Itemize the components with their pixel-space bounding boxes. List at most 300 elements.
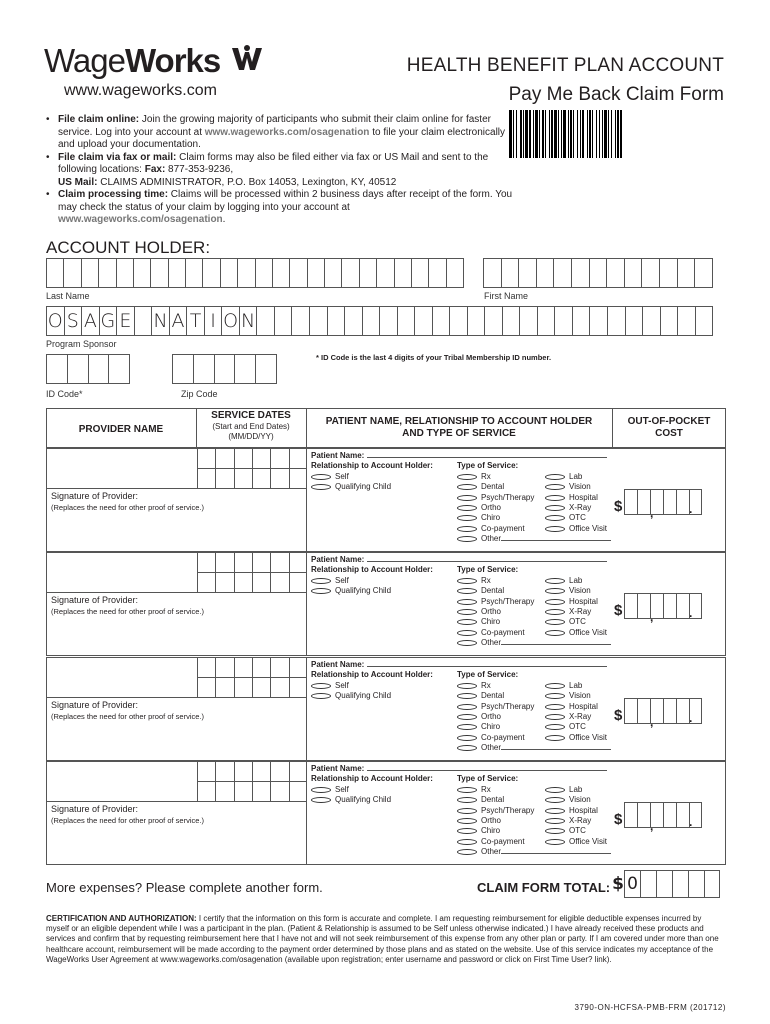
radio-oval-icon (311, 588, 331, 594)
radio-oval-icon (457, 474, 477, 480)
date-cell (215, 553, 233, 573)
patient-name-field[interactable] (367, 561, 607, 562)
service-type-option[interactable] (545, 691, 607, 701)
relationship-label: Relationship to Account Holder: (311, 565, 433, 575)
radio-oval-icon (457, 808, 477, 814)
service-type-option[interactable] (457, 847, 611, 857)
char-box (237, 258, 254, 288)
amount-cell (689, 802, 702, 828)
other-field[interactable] (501, 853, 611, 854)
amount-cell (637, 489, 654, 520)
service-type-option[interactable] (545, 493, 607, 503)
service-type-option[interactable] (545, 785, 607, 795)
char-box: N (151, 306, 169, 336)
service-type-option[interactable] (545, 681, 607, 691)
date-cell (215, 658, 233, 678)
patient-name-label: Patient Name: (311, 451, 367, 460)
provider-cell (47, 658, 307, 760)
char-box (606, 258, 624, 288)
service-type-option-label: Office Visit (569, 627, 607, 637)
service-type-option[interactable] (545, 795, 607, 805)
char-box (537, 306, 555, 336)
provider-name-field[interactable] (47, 449, 197, 489)
date-cell (252, 678, 270, 698)
website-url: www.wageworks.com (64, 82, 217, 99)
out-of-pocket-field[interactable] (614, 698, 702, 729)
date-cell (289, 469, 307, 489)
barcode-bar (622, 110, 625, 158)
relationship-option-label: Qualifying Child (335, 586, 392, 596)
instruction-fax-title: File claim via fax or mail: (58, 151, 177, 163)
date-cell (289, 678, 307, 698)
char-box (344, 306, 362, 336)
radio-oval-icon (457, 683, 477, 689)
relationship-label: Relationship to Account Holder: (311, 670, 433, 680)
radio-oval-icon (545, 839, 565, 845)
wageworks-logo (44, 44, 264, 77)
patient-name-field[interactable] (367, 457, 607, 458)
service-type-option-label: X-Ray (569, 816, 592, 826)
char-box (694, 258, 713, 288)
service-type-option-label: Lab (569, 575, 583, 585)
thousands-separator: , (650, 819, 654, 833)
oop-header-line-2: COST (655, 428, 683, 439)
service-type-option-label: Dental (481, 795, 505, 805)
logo-word-wage: Wage (44, 42, 125, 79)
provider-signature[interactable] (51, 595, 204, 617)
instruction-online-text: Join the growing majority of participants who submit their claim online for faster service. Log into your account at (58, 114, 491, 138)
date-cell (270, 449, 288, 469)
date-cell (270, 658, 288, 678)
char-box (98, 258, 115, 288)
service-type-option-label: OTC (569, 722, 586, 732)
radio-oval-icon (457, 630, 477, 636)
date-cell (197, 762, 215, 782)
date-cell (234, 573, 252, 593)
claim-total-label: CLAIM FORM TOTAL: (477, 880, 611, 895)
other-field[interactable] (501, 540, 611, 541)
radio-oval-icon (457, 484, 477, 490)
instruction-online (46, 114, 516, 152)
service-dates-field[interactable] (197, 762, 307, 802)
radio-oval-icon (311, 578, 331, 584)
total-dollar-sign: $ (612, 874, 624, 894)
char-box (172, 354, 193, 384)
char-box (272, 258, 289, 288)
service-type-option[interactable] (545, 702, 607, 712)
char-box (359, 258, 376, 288)
amount-cell (663, 489, 676, 515)
amount-cell (663, 698, 676, 724)
date-cell (197, 469, 215, 489)
out-of-pocket-field[interactable] (614, 802, 702, 833)
char-box (677, 258, 695, 288)
radio-oval-icon (457, 619, 477, 625)
char-box (502, 306, 520, 336)
char-box (214, 354, 235, 384)
instruction-processing-title: Claim processing time: (58, 189, 169, 200)
amount-cell (676, 593, 693, 620)
service-type-option[interactable] (545, 597, 607, 607)
oop-header-line-1: OUT-OF-POCKET (627, 416, 711, 427)
dollar-sign: $ (614, 498, 623, 515)
account-holder-heading: ACCOUNT HOLDER: (46, 238, 211, 257)
service-type-option-label: Office Visit (569, 732, 607, 742)
service-type-option-label: OTC (569, 513, 586, 523)
decimal-point: . (689, 711, 693, 725)
date-cell (234, 449, 252, 469)
provider-signature[interactable] (51, 804, 204, 826)
date-cell (289, 762, 307, 782)
service-type-option-label: Psych/Therapy (481, 492, 535, 502)
radio-oval-icon (457, 599, 477, 605)
provider-signature[interactable] (51, 700, 204, 722)
service-type-option[interactable] (545, 482, 607, 492)
date-cell (252, 553, 270, 573)
amount-cell (624, 489, 637, 515)
service-type-option-label: Psych/Therapy (481, 596, 535, 606)
char-box (88, 354, 109, 384)
provider-name-header: PROVIDER NAME (78, 424, 164, 435)
amount-cell (624, 802, 637, 828)
radio-oval-icon (545, 735, 565, 741)
total-cell-4 (672, 870, 688, 898)
service-type-option[interactable] (457, 534, 611, 544)
radio-oval-icon (311, 787, 331, 793)
amount-cell (624, 698, 637, 724)
id-code-label: ID Code* (46, 389, 83, 399)
service-type-option-label: Chiro (481, 826, 501, 836)
radio-oval-icon (545, 515, 565, 521)
provider-name-field[interactable] (47, 658, 197, 698)
first-name-field[interactable] (483, 258, 713, 288)
provider-name-field[interactable] (47, 762, 197, 802)
service-dates-field[interactable] (197, 553, 307, 593)
service-type-option-label: X-Ray (569, 712, 592, 722)
service-type-option-label: Chiro (481, 513, 501, 523)
char-box (394, 258, 411, 288)
date-cell (197, 782, 215, 802)
char-box (63, 258, 80, 288)
service-type-option-label: Office Visit (569, 523, 607, 533)
service-type-option-label: Vision (569, 795, 591, 805)
out-of-pocket-field[interactable] (614, 489, 702, 520)
service-type-option[interactable] (545, 586, 607, 596)
service-type-option[interactable] (545, 524, 607, 534)
patient-name-field[interactable] (367, 666, 607, 667)
claim-total-field[interactable] (612, 870, 720, 898)
barcode (509, 110, 724, 158)
logo-word-works: Works (124, 42, 221, 79)
radio-oval-icon (457, 714, 477, 720)
instruction-fax-text: Claim forms may also be filed either via fax or US Mail and sent to the following locations: (58, 151, 489, 175)
amount-cell (650, 489, 663, 515)
relationship-option-label: Self (335, 680, 349, 690)
amount-cell (689, 698, 702, 724)
service-type-col-2 (545, 785, 607, 847)
date-cell (270, 678, 288, 698)
amount-cell (663, 593, 676, 619)
char-box: A (81, 306, 99, 336)
service-type-option-label: Co-payment (481, 627, 525, 637)
radio-oval-icon (457, 609, 477, 615)
char-box (234, 354, 255, 384)
relationship-option-label: Qualifying Child (335, 795, 392, 805)
service-type-option-label: Vision (569, 691, 591, 701)
mail-address: CLAIMS ADMINISTRATOR, P.O. Box 14053, Lexington, KY, 40512 (97, 176, 397, 188)
char-box (168, 258, 185, 288)
service-type-option[interactable] (545, 628, 607, 638)
char-box: I (204, 306, 222, 336)
date-cell (215, 469, 233, 489)
radio-oval-icon (311, 693, 331, 699)
amount-cell (624, 593, 637, 619)
date-cell (252, 762, 270, 782)
radio-oval-icon (457, 693, 477, 699)
service-type-option-label: OTC (569, 617, 586, 627)
relationship-label: Relationship to Account Holder: (311, 461, 433, 471)
char-box (289, 258, 306, 288)
char-box (660, 306, 678, 336)
amount-cell (650, 698, 663, 724)
char-box (134, 306, 152, 336)
service-type-option[interactable] (545, 712, 607, 722)
osagenation-link[interactable]: www.wageworks.com/osagenation (204, 126, 370, 138)
instruction-online-title: File claim online: (58, 114, 140, 125)
amount-cell (650, 593, 663, 619)
char-box (327, 306, 345, 336)
total-cell-1: 0 (624, 870, 640, 898)
date-cell (252, 658, 270, 678)
service-type-option[interactable] (457, 743, 611, 753)
char-box (150, 258, 167, 288)
date-cell (197, 658, 215, 678)
amount-cell (676, 698, 693, 725)
radio-oval-icon (457, 704, 477, 710)
other-field[interactable] (501, 644, 611, 645)
char-box (536, 258, 554, 288)
char-box (185, 258, 202, 288)
char-box (324, 258, 341, 288)
total-cell-6 (704, 870, 720, 898)
provider-cell (47, 553, 307, 655)
certification-title: CERTIFICATION AND AUTHORIZATION: (46, 914, 197, 923)
signature-label: Signature of Provider: (51, 804, 139, 814)
amount-cells (624, 698, 702, 729)
amount-cell (663, 802, 676, 828)
date-cell (234, 553, 252, 573)
radio-oval-icon (311, 474, 331, 480)
date-cell (270, 762, 288, 782)
char-box (428, 258, 445, 288)
claim-row (46, 552, 726, 656)
service-type-label: Type of Service: (457, 774, 519, 784)
char-box (341, 258, 358, 288)
service-dates-field[interactable] (197, 449, 307, 489)
relationship-option-label: Self (335, 471, 349, 481)
service-type-option[interactable] (545, 826, 607, 836)
radio-oval-icon (545, 619, 565, 625)
service-type-option-label: X-Ray (569, 607, 592, 617)
service-type-col-2 (545, 681, 607, 743)
service-type-option-label: Lab (569, 680, 583, 690)
char-box (625, 306, 643, 336)
service-type-col-2 (545, 576, 607, 638)
amount-cell (689, 593, 702, 619)
provider-name-field[interactable] (47, 553, 197, 593)
char-box (659, 258, 677, 288)
signature-label: Signature of Provider: (51, 491, 139, 501)
char-box (695, 306, 714, 336)
service-type-label: Type of Service: (457, 461, 519, 471)
service-type-option-label: Lab (569, 784, 583, 794)
radio-oval-icon (457, 724, 477, 730)
radio-oval-icon (457, 828, 477, 834)
patient-header-line-2: AND TYPE OF SERVICE (402, 428, 516, 439)
relationship-option-label: Qualifying Child (335, 482, 392, 492)
service-type-option-label: Other (481, 534, 502, 544)
char-box (483, 258, 501, 288)
date-cell (234, 762, 252, 782)
date-cell (252, 573, 270, 593)
char-box: G (99, 306, 117, 336)
patient-header-line-1: PATIENT NAME, RELATIONSHIP TO ACCOUNT HOLDER (325, 416, 593, 427)
char-box (449, 306, 467, 336)
service-type-option-label: Dental (481, 482, 505, 492)
char-box (116, 258, 133, 288)
first-name-label: First Name (484, 291, 529, 301)
service-type-option-label: Hospital (569, 492, 598, 502)
date-cell (252, 449, 270, 469)
thousands-separator: , (650, 610, 654, 624)
service-type-option[interactable] (545, 816, 607, 826)
date-cell (197, 573, 215, 593)
decimal-point: . (689, 502, 693, 516)
service-type-option-label: Hospital (569, 701, 598, 711)
char-box (379, 306, 397, 336)
char-box (193, 354, 214, 384)
char-box: N (239, 306, 257, 336)
char-box (518, 258, 536, 288)
char-box: O (221, 306, 239, 336)
relationship-option-label: Qualifying Child (335, 691, 392, 701)
date-cell (270, 553, 288, 573)
instruction-processing (46, 189, 516, 227)
radio-oval-icon (545, 693, 565, 699)
radio-oval-icon (545, 683, 565, 689)
service-type-col-2 (545, 472, 607, 534)
radio-oval-icon (457, 526, 477, 532)
service-dates-sub-2: (MM/DD/YY) (228, 432, 274, 441)
char-box (414, 306, 432, 336)
patient-name-label: Patient Name: (311, 555, 367, 564)
radio-oval-icon (545, 714, 565, 720)
out-of-pocket-field[interactable] (614, 593, 702, 624)
service-type-option[interactable] (545, 722, 607, 732)
program-sponsor-field[interactable] (46, 306, 713, 336)
signature-label: Signature of Provider: (51, 595, 139, 605)
service-type-option-label: Other (481, 638, 502, 648)
service-type-option[interactable] (545, 607, 607, 617)
amount-cell (637, 802, 654, 833)
signature-note: (Replaces the need for other proof of service.) (51, 607, 204, 616)
char-box (202, 258, 219, 288)
radio-oval-icon (545, 797, 565, 803)
service-type-option[interactable] (545, 837, 607, 847)
radio-oval-icon (457, 787, 477, 793)
provider-signature[interactable] (51, 491, 204, 513)
service-type-option[interactable] (545, 617, 607, 627)
claim-row (46, 448, 726, 552)
service-dates-sub-1: (Start and End Dates) (212, 422, 290, 431)
radio-oval-icon (457, 588, 477, 594)
radio-oval-icon (311, 683, 331, 689)
char-box (67, 354, 88, 384)
claim-row (46, 761, 726, 865)
char-box (572, 306, 590, 336)
radio-oval-icon (545, 808, 565, 814)
service-dates-field[interactable] (197, 658, 307, 698)
zip-code-field[interactable] (172, 354, 277, 384)
radio-oval-icon (457, 797, 477, 803)
decimal-point: . (689, 606, 693, 620)
service-type-option[interactable] (545, 806, 607, 816)
char-box (589, 258, 607, 288)
provider-cell (47, 449, 307, 551)
amount-cell (676, 489, 693, 516)
char-box: T (186, 306, 204, 336)
radio-oval-icon (545, 588, 565, 594)
last-name-field[interactable] (46, 258, 464, 288)
relationship-option-label: Self (335, 575, 349, 585)
amount-cell (650, 802, 663, 828)
thousands-separator: , (650, 715, 654, 729)
id-code-field[interactable] (46, 354, 130, 384)
service-dates-title: SERVICE DATES (211, 410, 291, 421)
service-type-option[interactable] (545, 576, 607, 586)
char-box (274, 306, 292, 336)
service-type-option-label: Chiro (481, 617, 501, 627)
service-type-option[interactable] (545, 472, 607, 482)
char-box (133, 258, 150, 288)
radio-oval-icon (457, 735, 477, 741)
char-box (307, 258, 324, 288)
service-type-option-label: Rx (481, 471, 491, 481)
service-type-option-label: Ortho (481, 712, 502, 722)
char-box (220, 258, 237, 288)
service-type-option-label: Vision (569, 482, 591, 492)
instruction-processing-text: Claims will be processed within 2 business days after receipt of the form. You may check the status of your claim by logging into your account at (58, 189, 513, 213)
service-type-label: Type of Service: (457, 565, 519, 575)
osagenation-link-2[interactable]: www.wageworks.com/osagenation (58, 214, 223, 225)
service-type-option[interactable] (457, 638, 611, 648)
date-cell (252, 469, 270, 489)
other-field[interactable] (501, 749, 611, 750)
patient-name-field[interactable] (367, 770, 607, 771)
instruction-online-text-2: to file your claim electronically and upload your documentation. (58, 126, 506, 150)
char-box (46, 354, 67, 384)
char-box (519, 306, 537, 336)
date-cell (215, 573, 233, 593)
service-type-option[interactable] (545, 733, 607, 743)
date-cell (289, 573, 307, 593)
service-type-option-label: Other (481, 847, 502, 857)
radio-oval-icon (545, 630, 565, 636)
service-type-option[interactable] (545, 503, 607, 513)
char-box (376, 258, 393, 288)
service-type-option[interactable] (545, 513, 607, 523)
date-cell (215, 782, 233, 802)
